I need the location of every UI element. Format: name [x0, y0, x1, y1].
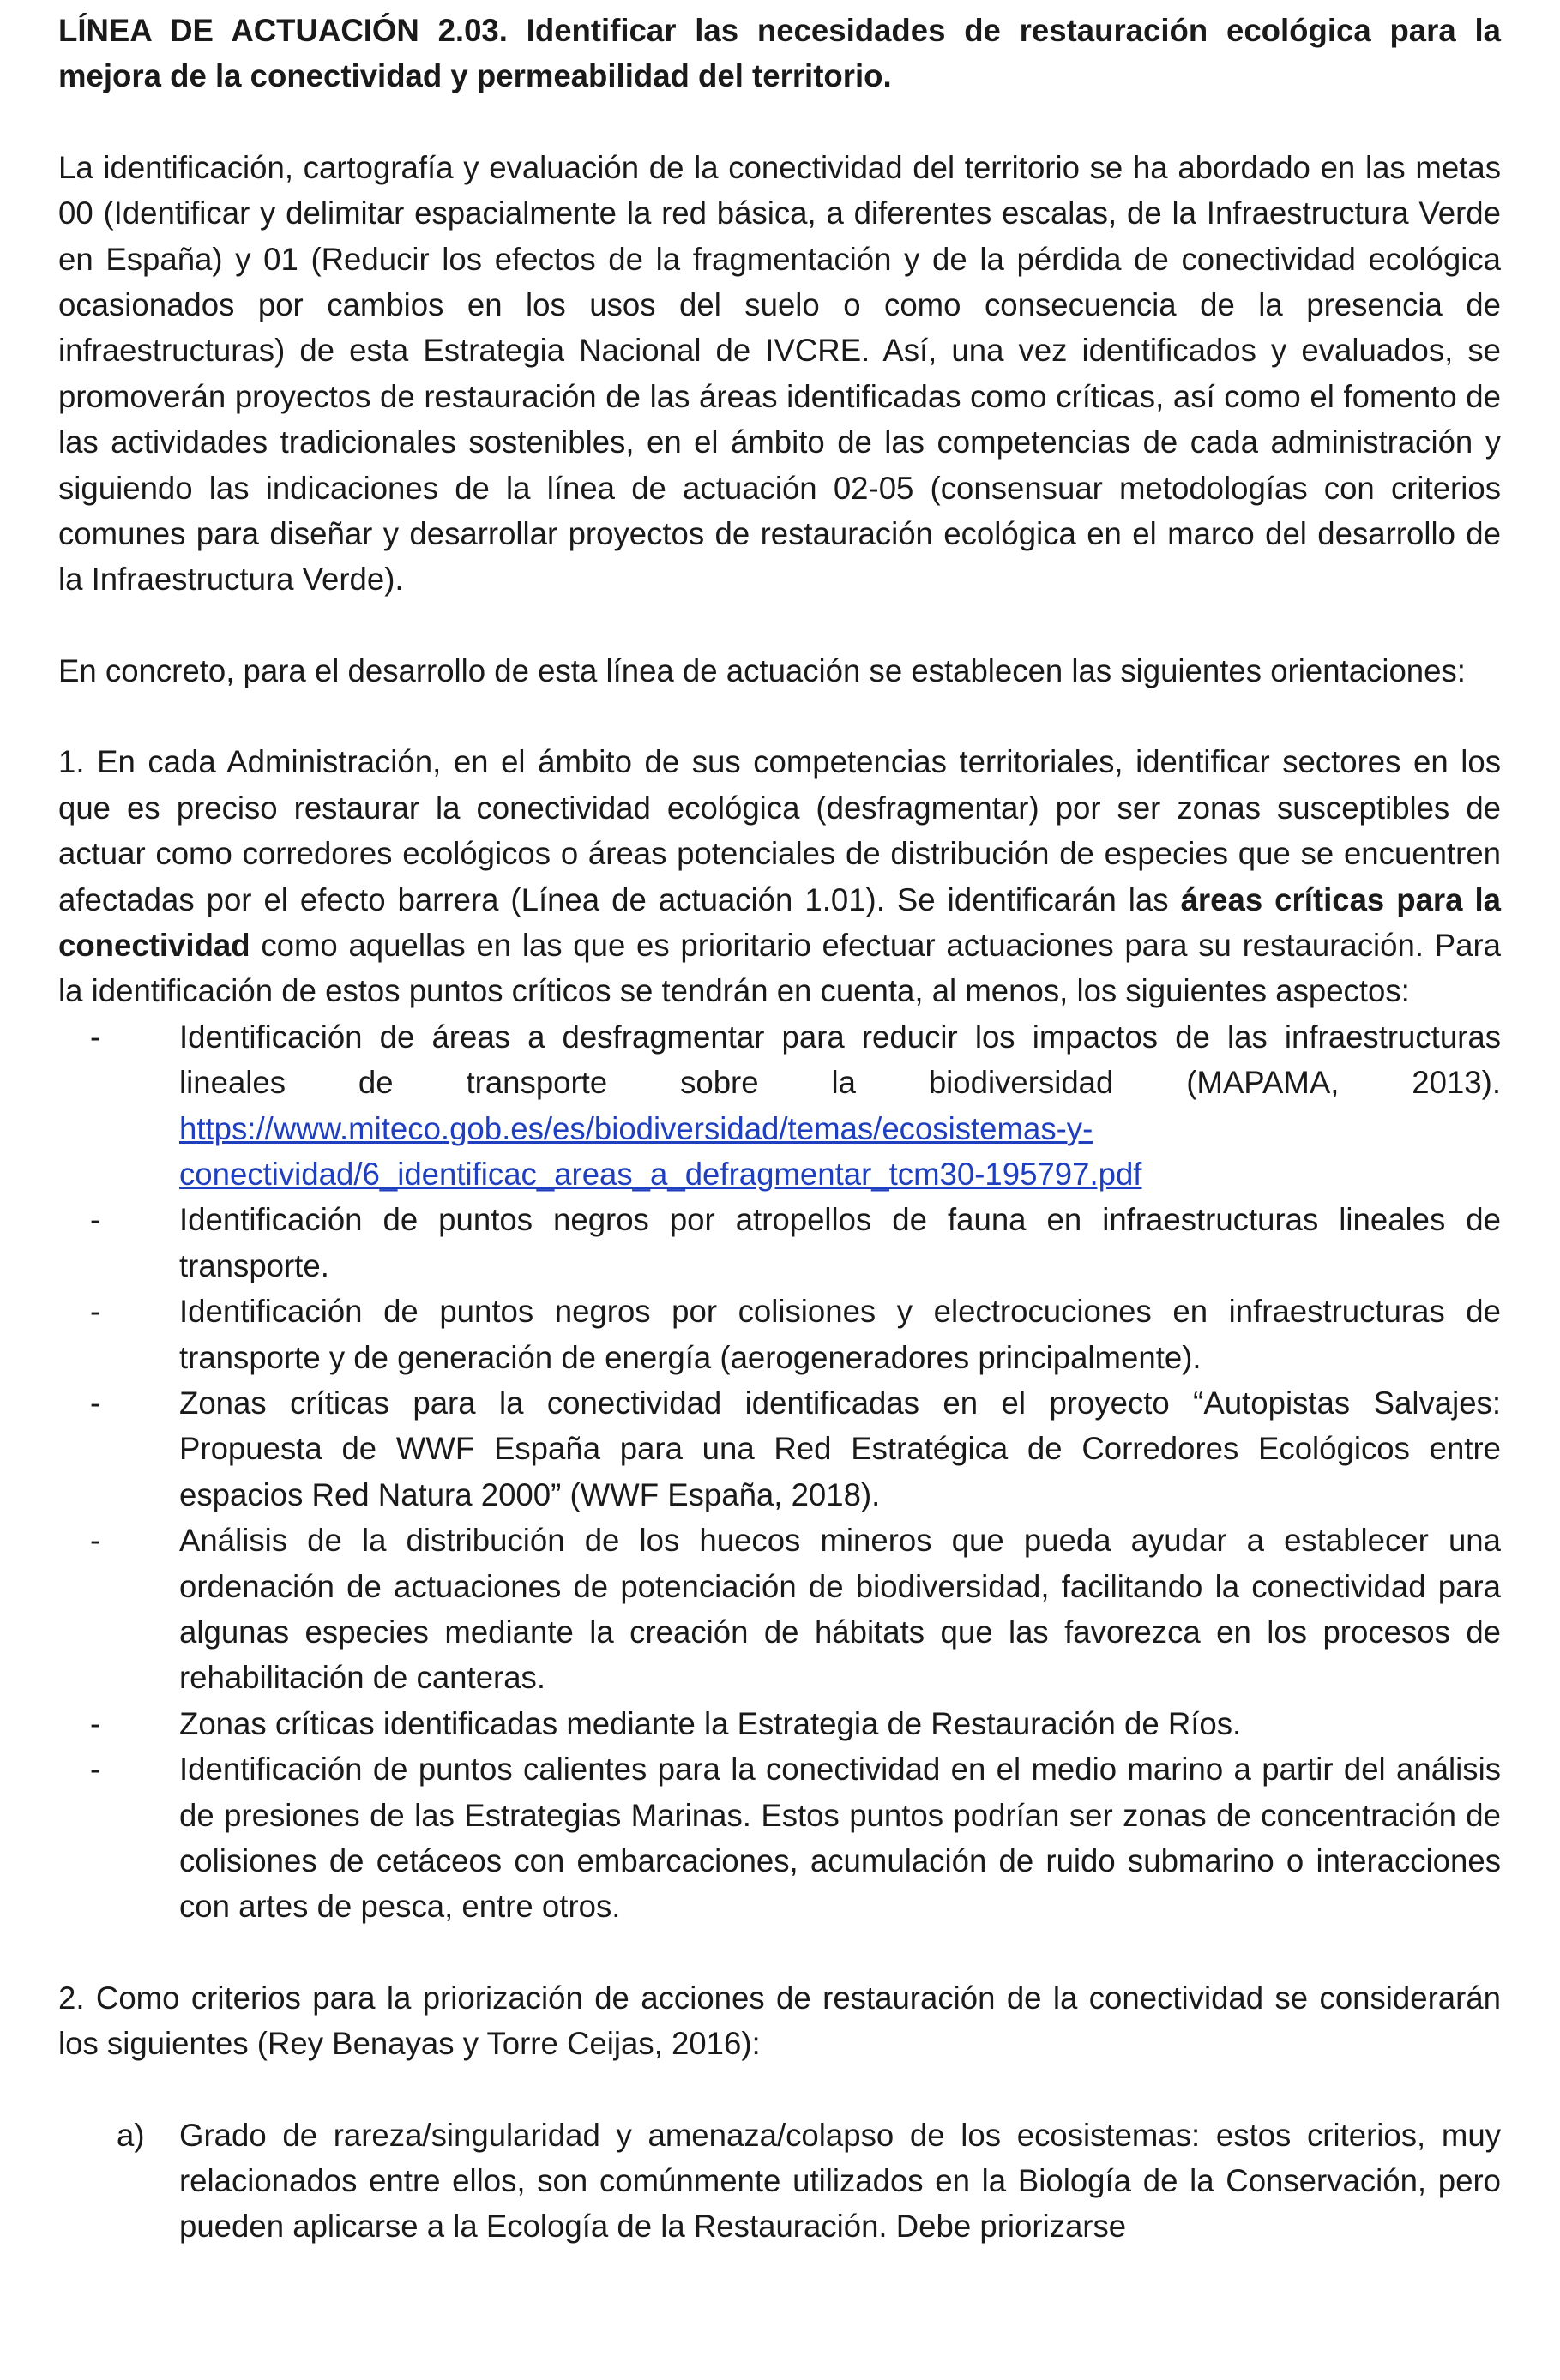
item-2-paragraph: 2. Como criterios para la priorización de acciones de restauración de la conectividad se considerarán los siguientes (Rey Benayas y Torre Ceijas, 2016): [58, 1980, 1501, 2062]
intro-paragraph: La identificación, cartografía y evaluación de la conectividad del territorio se ha abordado en las metas 00 (Identificar y delimitar espacialmente la red básica, a diferentes escalas, de la Infraestructura Verde en España) y 01 (Reducir los efectos de la fragmentación y de la pérdida de conectividad ecológica ocasionados por cambios en los usos del suelo o como consecuencia de la presencia de infraestructuras) de esta Estrategia Nacional de IVCRE. Así, una vez identificados y evaluados, se promoverán proyectos de restauración de las áreas identificadas como críticas, así como el fomento de las actividades tradicionales sostenibles, en el ámbito de las competencias de cada administración y siguiendo las indicaciones de la línea de actuación 02-05 (consensuar metodologías con criterios comunes para diseñar y desarrollar proyectos de restauración ecológica en el marco del desarrollo de la Infraestructura Verde). [58, 149, 1501, 598]
criteria-item-a [58, 2113, 1501, 2250]
list-item-text: Zonas críticas identificadas mediante la Estrategia de Restauración de Ríos. [179, 1705, 1242, 1741]
bullet-dash: - [90, 1019, 101, 1055]
bullet-dash: - [90, 1202, 101, 1238]
list-item [58, 1380, 1501, 1518]
item-1-paragraph [58, 739, 1501, 1013]
bullet-dash: - [90, 1705, 101, 1741]
item-1-text-after: como aquellas en las que es prioritario efectuar actuaciones para su restauración. Para la identificación de estos puntos críticos se tendrán en cuenta, al menos, los siguientes aspectos: [58, 927, 1501, 1009]
bullet-dash: - [90, 1752, 101, 1788]
list-item-text: Identificación de puntos calientes para la conectividad en el medio marino a partir del análisis de presiones de las Estrategias Marinas. Estos puntos podrían ser zonas de concentración de colisiones de cetáceos con embarcaciones, acumulación de ruido submarino o interacciones con artes de pesca, entre otros. [179, 1752, 1501, 1925]
list-item [58, 1518, 1501, 1701]
bullet-dash: - [90, 1523, 101, 1559]
list-item [58, 1746, 1501, 1930]
criteria-list [58, 2113, 1501, 2250]
bullet-dash: - [90, 1294, 101, 1330]
criteria-text: Grado de rareza/singularidad y amenaza/colapso de los ecosistemas: estos criterios, muy relacionados entre ellos, son comúnmente utilizados en la Biología de la Conservación, pero pueden aplicarse a la Ecología de la Restauración. Debe priorizarse [179, 2117, 1501, 2245]
list-item-text: Análisis de la distribución de los huecos mineros que pueda ayudar a establecer una ordenación de actuaciones de potenciación de biodiversidad, facilitando la conectividad para algunas especies mediante la creación de hábitats que las favorezca en los procesos de rehabilitación de canteras. [179, 1523, 1501, 1696]
heading-title: Identificar las necesidades de restauración ecológica para la mejora de la conectividad y permeabilidad del territorio. [58, 13, 1501, 94]
document-page [58, 0, 1501, 2250]
list-item-text: Identificación de puntos negros por colisiones y electrocuciones en infraestructuras de transporte y de generación de energía (aerogeneradores principalmente). [179, 1294, 1501, 1375]
list-item-text: Identificación de puntos negros por atropellos de fauna en infraestructuras lineales de transporte. [179, 1202, 1501, 1283]
list-item [58, 1197, 1501, 1289]
section-heading [58, 0, 1501, 99]
orientations-paragraph: En concreto, para el desarrollo de esta línea de actuación se establecen las siguientes orientaciones: [58, 652, 1466, 688]
criteria-marker: a) [117, 2117, 145, 2153]
list-item [58, 1289, 1501, 1380]
bullet-dash: - [90, 1385, 101, 1421]
list-item-text: Zonas críticas para la conectividad identificadas en el proyecto “Autopistas Salvajes: Propuesta de WWF España para una Red Estratégica de Corredores Ecológicos entre espacios Red Natura 2000” (WWF España, 2018). [179, 1385, 1501, 1512]
heading-prefix: LÍNEA DE ACTUACIÓN 2.03. [58, 13, 508, 48]
item-1-text-before: 1. En cada Administración, en el ámbito de sus competencias territoriales, identificar sectores en los que es preciso restaurar la conectividad ecológica (desfragmentar) por ser zonas susceptibles de actuar como corredores ecológicos o áreas potenciales de distribución de especies que se encuentren afectadas por el efecto barrera (Línea de actuación 1.01). Se identificarán las [58, 744, 1501, 917]
item-1-bold-term: áreas críticas para la conectividad [58, 881, 1501, 963]
desfragmentar-pdf-link[interactable]: https://www.miteco.gob.es/es/biodiversidad/temas/ecosistemas-y-conectividad/6_identificac_areas_a_defragmentar_tcm30-195797.pdf [179, 1110, 1142, 1192]
list-item [58, 1014, 1501, 1198]
aspects-list [58, 1014, 1501, 1930]
list-item-text: Identificación de áreas a desfragmentar para reducir los impactos de las infraestructuras lineales de transporte sobre la biodiversidad (MAPAMA, 2013). [179, 1019, 1501, 1101]
list-item [58, 1701, 1501, 1746]
